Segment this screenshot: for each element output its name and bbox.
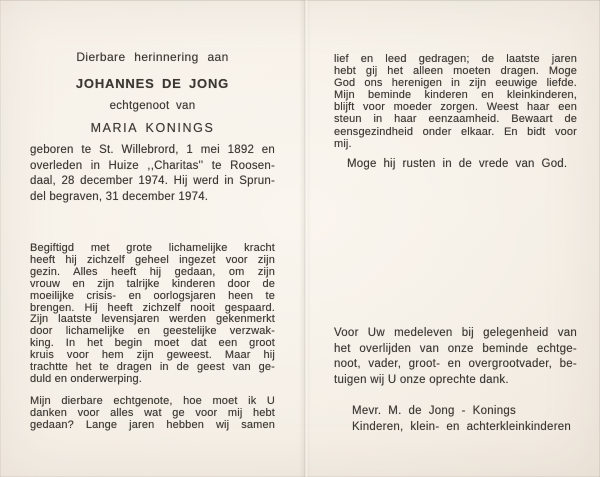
dedication-line: Dierbare herinnering aan bbox=[76, 50, 229, 64]
signature-widow: Mevr. M. de Jong - Konings bbox=[352, 405, 516, 417]
birth-death-paragraph: geboren te St. Willebrord, 1 mei 1892 en overleden in Huize ,,Charitas'' te Roosen- daal, 28 december 1974. Hij werd in Sprun- del begraven, 31 december 1974. bbox=[30, 144, 275, 203]
deceased-name: JOHANNES DE JONG bbox=[75, 76, 230, 91]
memorial-card-right-page bbox=[334, 0, 577, 477]
acknowledgement-paragraph: Voor Uw medeleven bij gelegenheid van het overlijden van onze beminde echtge- noot, vader, groot- en overgrootvader, be- tuigen wij U onze oprechte dank. bbox=[334, 327, 577, 386]
signature-block bbox=[334, 404, 577, 435]
memorial-card-left-page bbox=[30, 0, 275, 477]
farewell-continuation-paragraph: lief en leed gedragen; de laatste jaren hebt gij het alleen moeten dragen. Moge God ons herenigen in zijn eeuwige liefde. Mijn beminde kinderen en kleinkinderen, blijft voor moeder zorgen. Weest haar een steun in haar eenzaamheid. Bewaart de eensgezindheid onder elkaar. En bidt voor mij. bbox=[334, 53, 577, 150]
farewell-to-wife-paragraph: Mijn dierbare echtgenote, hoe moet ik U danken voor alles wat ge voor mij hebt gedaan? Lange jaren hebben wij samen bbox=[30, 395, 275, 431]
relation-line: echtgenoot van bbox=[109, 100, 196, 112]
spouse-name: MARIA KONINGS bbox=[90, 121, 215, 135]
rest-in-peace-line: Moge hij rusten in de vrede van God. bbox=[347, 158, 568, 170]
signature-children: Kinderen, klein- en achterkleinkinderen bbox=[352, 420, 572, 433]
life-story-paragraph: Begiftigd met grote lichamelijke kracht heeft hij zichzelf geheel ingezet voor zijn gezin. Alles heeft hij gedaan, om zijn vrouw en zijn talrijke kinderen door de moeilijke crisis- en oorlogsjaren heen te brengen. Hij heeft zichzelf nooit gespaard. Zijn laatste levensjaren werden gekenmerkt door lichamelijke en geestelijke verzwak- king. In het begin moet dat een groot kruis voor hem zijn geweest. Maar hij trachtte het te dragen in de geest van ge- duld en onderwerping. bbox=[30, 242, 275, 385]
card-fold-crease bbox=[299, 0, 311, 477]
